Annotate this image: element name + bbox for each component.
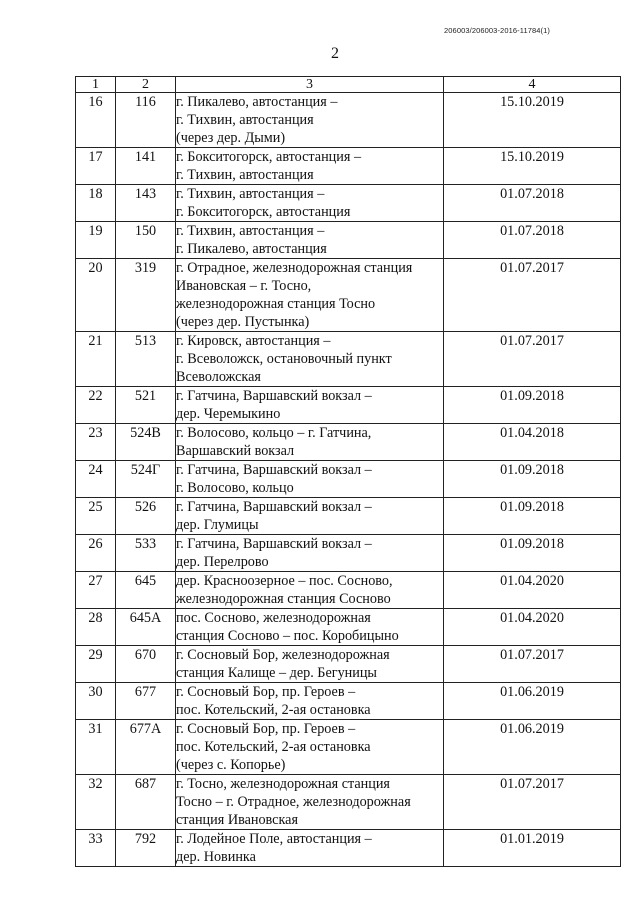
route-description-line: г. Сосновый Бор, пр. Героев –: [176, 721, 356, 737]
route-description-line: пос. Сосново, железнодорожная: [176, 610, 371, 626]
route-description-cell: [176, 830, 444, 867]
header-row: [76, 77, 621, 93]
date-cell: 01.07.2017: [444, 646, 621, 683]
route-description-cell: [176, 93, 444, 148]
document-code: 206003/206003-2016-11784(1): [444, 26, 550, 35]
row-number-cell: 21: [76, 332, 116, 387]
route-description-cell: [176, 609, 444, 646]
route-description-line: г. Лодейное Поле, автостанция –: [176, 831, 372, 847]
route-description-cell: [176, 222, 444, 259]
route-number-cell: 524Г: [116, 461, 176, 498]
table-header: [76, 77, 621, 93]
route-description-line: г. Тихвин, автостанция –: [176, 186, 325, 202]
route-description-cell: [176, 572, 444, 609]
date-cell: 01.07.2017: [444, 775, 621, 830]
route-number-cell: 526: [116, 498, 176, 535]
header-cell-4: 4: [444, 77, 621, 93]
table-row: [76, 498, 621, 535]
table-row: [76, 148, 621, 185]
route-description-line: пос. Котельский, 2-ая остановка: [176, 739, 371, 755]
route-description-line: дер. Новинка: [176, 849, 256, 865]
route-description-line: г. Пикалево, автостанция: [176, 241, 327, 257]
date-cell: 01.04.2020: [444, 609, 621, 646]
route-description-cell: [176, 535, 444, 572]
row-number-cell: 31: [76, 720, 116, 775]
date-cell: 01.06.2019: [444, 720, 621, 775]
route-description-line: железнодорожная станция Тосно: [176, 296, 376, 312]
date-cell: 15.10.2019: [444, 148, 621, 185]
table-body: [76, 93, 621, 867]
route-number-cell: 792: [116, 830, 176, 867]
row-number-cell: 28: [76, 609, 116, 646]
route-number-cell: 521: [116, 387, 176, 424]
route-description-line: г. Гатчина, Варшавский вокзал –: [176, 499, 372, 515]
route-description-cell: [176, 185, 444, 222]
table-row: [76, 609, 621, 646]
route-description-line: дер. Красноозерное – пос. Сосново,: [176, 573, 393, 589]
route-description-line: (через с. Копорье): [176, 757, 286, 773]
row-number-cell: 30: [76, 683, 116, 720]
route-description-line: Всеволожская: [176, 369, 261, 385]
row-number-cell: 24: [76, 461, 116, 498]
table-row: [76, 683, 621, 720]
route-number-cell: 143: [116, 185, 176, 222]
route-description-line: г. Сосновый Бор, железнодорожная: [176, 647, 390, 663]
route-number-cell: 116: [116, 93, 176, 148]
route-description-cell: [176, 720, 444, 775]
row-number-cell: 32: [76, 775, 116, 830]
table-row: [76, 572, 621, 609]
route-description-line: пос. Котельский, 2-ая остановка: [176, 702, 371, 718]
row-number-cell: 27: [76, 572, 116, 609]
route-description-line: станция Сосново – пос. Коробицыно: [176, 628, 399, 644]
route-description-cell: [176, 259, 444, 332]
row-number-cell: 20: [76, 259, 116, 332]
route-description-line: г. Кировск, автостанция –: [176, 333, 331, 349]
route-description-line: г. Тихвин, автостанция: [176, 167, 314, 183]
route-description-line: (через дер. Пустынка): [176, 314, 310, 330]
table-row: [76, 646, 621, 683]
date-cell: 01.04.2018: [444, 424, 621, 461]
date-cell: 01.06.2019: [444, 683, 621, 720]
route-description-line: г. Тихвин, автостанция: [176, 112, 314, 128]
row-number-cell: 18: [76, 185, 116, 222]
date-cell: 01.07.2018: [444, 222, 621, 259]
route-description-line: дер. Глумицы: [176, 517, 259, 533]
route-description-cell: [176, 461, 444, 498]
table-row: [76, 93, 621, 148]
row-number-cell: 22: [76, 387, 116, 424]
route-description-line: г. Волосово, кольцо – г. Гатчина,: [176, 425, 372, 441]
route-description-line: г. Гатчина, Варшавский вокзал –: [176, 388, 372, 404]
route-number-cell: 645А: [116, 609, 176, 646]
route-description-line: станция Ивановская: [176, 812, 298, 828]
route-description-line: г. Бокситогорск, автостанция: [176, 204, 351, 220]
row-number-cell: 23: [76, 424, 116, 461]
table-row: [76, 830, 621, 867]
route-description-line: г. Гатчина, Варшавский вокзал –: [176, 536, 372, 552]
route-description-line: г. Отрадное, железнодорожная станция: [176, 260, 413, 276]
header-cell-3: 3: [176, 77, 444, 93]
route-description-line: дер. Черемыкино: [176, 406, 281, 422]
date-cell: 01.09.2018: [444, 387, 621, 424]
route-description-cell: [176, 387, 444, 424]
date-cell: 01.07.2017: [444, 332, 621, 387]
route-description-line: Варшавский вокзал: [176, 443, 295, 459]
row-number-cell: 33: [76, 830, 116, 867]
route-description-line: дер. Перелрово: [176, 554, 269, 570]
date-cell: 01.07.2018: [444, 185, 621, 222]
table-row: [76, 387, 621, 424]
row-number-cell: 25: [76, 498, 116, 535]
table-row: [76, 461, 621, 498]
route-number-cell: 670: [116, 646, 176, 683]
table-row: [76, 222, 621, 259]
route-description-line: г. Тихвин, автостанция –: [176, 223, 325, 239]
route-description-cell: [176, 332, 444, 387]
date-cell: 01.09.2018: [444, 498, 621, 535]
route-description-line: г. Тосно, железнодорожная станция: [176, 776, 390, 792]
route-description-line: г. Всеволожск, остановочный пункт: [176, 351, 392, 367]
route-description-cell: [176, 148, 444, 185]
route-number-cell: 141: [116, 148, 176, 185]
page-number: 2: [331, 45, 339, 62]
route-description-cell: [176, 498, 444, 535]
route-description-cell: [176, 424, 444, 461]
route-description-line: Ивановская – г. Тосно,: [176, 278, 312, 294]
route-description-line: г. Пикалево, автостанция –: [176, 94, 338, 110]
row-number-cell: 17: [76, 148, 116, 185]
route-description-line: станция Калище – дер. Бегуницы: [176, 665, 377, 681]
route-description-cell: [176, 775, 444, 830]
routes-table: [75, 76, 621, 867]
date-cell: 01.07.2017: [444, 259, 621, 332]
route-description-line: г. Гатчина, Варшавский вокзал –: [176, 462, 372, 478]
table-row: [76, 720, 621, 775]
date-cell: 01.09.2018: [444, 535, 621, 572]
table-row: [76, 424, 621, 461]
date-cell: 01.09.2018: [444, 461, 621, 498]
header-cell-1: 1: [76, 77, 116, 93]
route-number-cell: 533: [116, 535, 176, 572]
route-number-cell: 677: [116, 683, 176, 720]
row-number-cell: 29: [76, 646, 116, 683]
route-number-cell: 645: [116, 572, 176, 609]
route-description-cell: [176, 683, 444, 720]
route-description-line: (через дер. Дыми): [176, 130, 286, 146]
table-row: [76, 535, 621, 572]
route-number-cell: 150: [116, 222, 176, 259]
route-description-line: г. Волосово, кольцо: [176, 480, 294, 496]
header-cell-2: 2: [116, 77, 176, 93]
date-cell: 01.04.2020: [444, 572, 621, 609]
route-description-line: железнодорожная станция Сосново: [176, 591, 391, 607]
row-number-cell: 26: [76, 535, 116, 572]
table-row: [76, 259, 621, 332]
table-row: [76, 332, 621, 387]
route-number-cell: 319: [116, 259, 176, 332]
row-number-cell: 19: [76, 222, 116, 259]
date-cell: 01.01.2019: [444, 830, 621, 867]
route-number-cell: 687: [116, 775, 176, 830]
date-cell: 15.10.2019: [444, 93, 621, 148]
route-number-cell: 677А: [116, 720, 176, 775]
route-number-cell: 513: [116, 332, 176, 387]
row-number-cell: 16: [76, 93, 116, 148]
table-row: [76, 185, 621, 222]
route-description-line: г. Сосновый Бор, пр. Героев –: [176, 684, 356, 700]
route-description-line: г. Бокситогорск, автостанция –: [176, 149, 362, 165]
route-number-cell: 524В: [116, 424, 176, 461]
table-row: [76, 775, 621, 830]
route-description-line: Тосно – г. Отрадное, железнодорожная: [176, 794, 411, 810]
route-description-cell: [176, 646, 444, 683]
